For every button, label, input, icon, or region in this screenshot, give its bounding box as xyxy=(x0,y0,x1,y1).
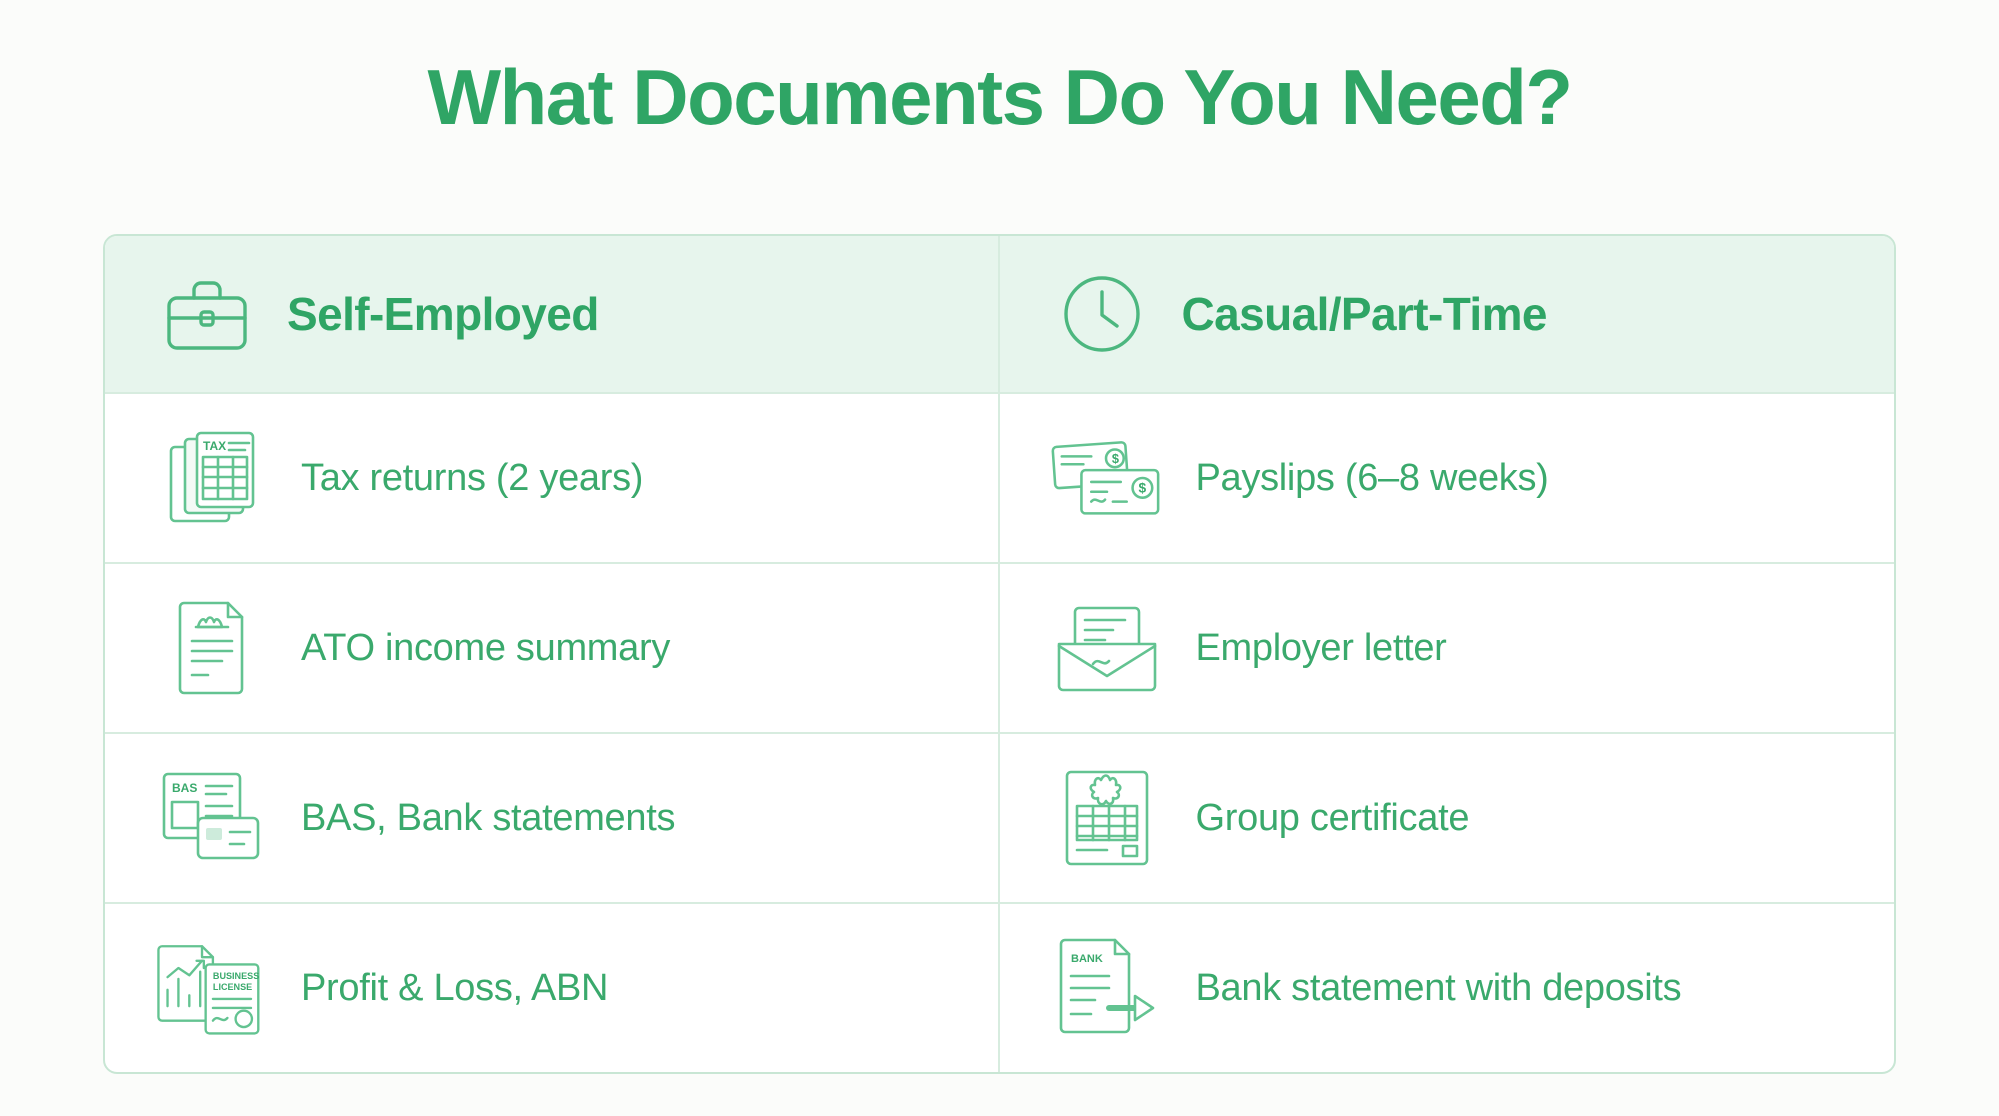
label-profit-loss-abn: Profit & Loss, ABN xyxy=(301,966,609,1009)
header-cell-casual-part-time xyxy=(1000,236,1895,392)
envelope-letter-icon xyxy=(1048,598,1166,698)
svg-text:$: $ xyxy=(1111,451,1119,467)
bank-statement-arrow-icon xyxy=(1048,932,1166,1044)
label-employer-letter: Employer letter xyxy=(1195,626,1447,669)
table-row xyxy=(105,392,1894,562)
svg-text:BAS: BAS xyxy=(172,781,198,795)
cell-group-certificate xyxy=(1000,734,1895,902)
bas-bank-card-icon xyxy=(153,766,271,870)
payslip-cheques-icon xyxy=(1048,430,1166,526)
official-document-icon xyxy=(153,593,271,703)
header-label-casual-part-time: Casual/Part-Time xyxy=(1181,288,1547,340)
cell-employer-letter xyxy=(1000,564,1895,732)
page-title: What Documents Do You Need? xyxy=(427,53,1572,141)
clock-icon xyxy=(1048,268,1156,360)
table-header-row xyxy=(105,236,1894,392)
briefcase-icon xyxy=(153,272,261,356)
label-bas-bank-statements: BAS, Bank statements xyxy=(301,796,676,839)
header-cell-self-employed xyxy=(105,236,1000,392)
cell-bas-bank-statements xyxy=(105,734,1000,902)
cell-ato-income-summary xyxy=(105,564,1000,732)
cell-profit-loss-abn xyxy=(105,904,1000,1072)
label-group-certificate: Group certificate xyxy=(1195,796,1470,839)
label-payslips: Payslips (6–8 weeks) xyxy=(1195,456,1549,499)
label-bank-statement-with-deposits: Bank statement with deposits xyxy=(1195,966,1682,1009)
table-row xyxy=(105,732,1894,902)
cell-bank-statement-with-deposits xyxy=(1000,904,1895,1072)
table-row xyxy=(105,902,1894,1072)
table-row xyxy=(105,562,1894,732)
svg-text:$: $ xyxy=(1137,480,1146,496)
header-label-self-employed: Self-Employed xyxy=(287,288,599,340)
tax-documents-icon xyxy=(153,423,271,533)
svg-text:TAX: TAX xyxy=(203,439,227,453)
cell-tax-returns xyxy=(105,394,1000,562)
svg-text:LICENSE: LICENSE xyxy=(212,981,253,992)
label-ato-income-summary: ATO income summary xyxy=(301,626,671,669)
chart-license-icon xyxy=(153,932,271,1044)
label-tax-returns: Tax returns (2 years) xyxy=(301,456,644,499)
cell-payslips xyxy=(1000,394,1895,562)
svg-text:BANK: BANK xyxy=(1070,953,1103,965)
certificate-icon xyxy=(1048,764,1166,872)
documents-table xyxy=(103,234,1896,1074)
svg-text:BUSINESS: BUSINESS xyxy=(212,970,260,981)
